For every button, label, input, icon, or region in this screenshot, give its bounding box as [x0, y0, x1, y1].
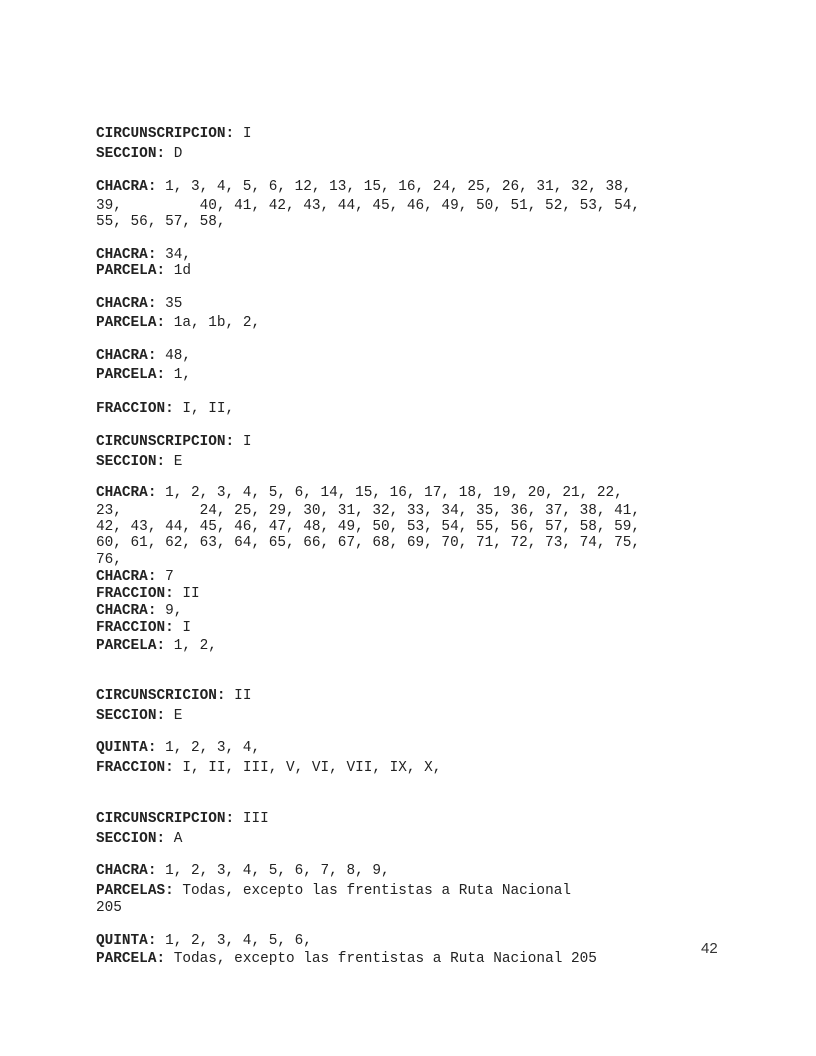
field-label: CHACRA: [96, 179, 157, 195]
field-value: 23, 24, 25, 29, 30, 31, 32, 33, 34, 35, 36, 37, 38, 41, [96, 503, 641, 519]
field-value: I [234, 126, 252, 142]
text-line [96, 552, 122, 569]
field-value: 1, 2, 3, 4, 5, 6, [156, 933, 312, 949]
field-label: FRACCION: [96, 760, 174, 776]
text-line [96, 367, 191, 384]
field-value: II [173, 586, 200, 602]
field-value: 34, [156, 247, 191, 263]
text-line [96, 503, 640, 520]
text-line [96, 434, 251, 451]
field-value: 1, 2, 3, 4, 5, 6, 7, 8, 9, [156, 863, 390, 879]
text-line [96, 401, 234, 418]
text-line [96, 454, 182, 471]
field-label: PARCELAS: [96, 883, 174, 899]
field-label: PARCELA: [96, 263, 166, 279]
text-line [96, 811, 269, 828]
field-label: CHACRA: [96, 569, 157, 585]
text-line [96, 214, 226, 231]
text-line [96, 179, 631, 196]
text-line [96, 569, 174, 586]
field-label: PARCELA: [96, 367, 166, 383]
field-value: 9, [156, 603, 183, 619]
text-line [96, 296, 182, 313]
field-label: FRACCION: [96, 586, 174, 602]
text-line [96, 740, 260, 757]
field-label: CHACRA: [96, 247, 157, 263]
text-line [96, 247, 191, 264]
field-label: PARCELA: [96, 315, 166, 331]
text-line [96, 198, 640, 215]
field-value: 1d [165, 263, 192, 279]
field-value: 1, 2, 3, 4, 5, 6, 14, 15, 16, 17, 18, 19, 20, 21, 22, [156, 485, 623, 501]
field-value: 1, 3, 4, 5, 6, 12, 13, 15, 16, 24, 25, 26, 31, 32, 38, [156, 179, 632, 195]
text-line [96, 146, 182, 163]
field-value: 1, 2, 3, 4, [156, 740, 261, 756]
text-line [96, 485, 623, 502]
field-label: SECCION: [96, 831, 166, 847]
field-value: 7 [156, 569, 174, 585]
field-value: 60, 61, 62, 63, 64, 65, 66, 67, 68, 69, 70, 71, 72, 73, 74, 75, [96, 535, 641, 551]
field-value: 76, [96, 552, 122, 568]
text-line [96, 831, 182, 848]
field-label: CHACRA: [96, 485, 157, 501]
field-label: QUINTA: [96, 740, 157, 756]
field-value: E [165, 708, 183, 724]
text-line [96, 760, 441, 777]
field-value: 1, [165, 367, 192, 383]
text-line [96, 708, 182, 725]
field-label: SECCION: [96, 454, 166, 470]
text-line [96, 519, 640, 536]
text-line [96, 620, 191, 637]
field-value: Todas, excepto las frentistas a Ruta Nacional 205 [165, 951, 597, 967]
text-line [96, 586, 200, 603]
field-label: CHACRA: [96, 603, 157, 619]
field-value: 39, 40, 41, 42, 43, 44, 45, 46, 49, 50, 51, 52, 53, 54, [96, 198, 641, 214]
field-value: III [234, 811, 269, 827]
field-label: PARCELA: [96, 951, 166, 967]
page-number: 42 [701, 940, 718, 957]
field-value: I [173, 620, 192, 636]
field-label: CIRCUNSCRIPCION: [96, 126, 235, 142]
field-label: CHACRA: [96, 296, 157, 312]
text-line [96, 688, 251, 705]
text-line [96, 863, 390, 880]
field-label: SECCION: [96, 708, 166, 724]
field-label: SECCION: [96, 146, 166, 162]
field-value: 1a, 1b, 2, [165, 315, 261, 331]
field-label: PARCELA: [96, 638, 166, 654]
field-label: CHACRA: [96, 348, 157, 364]
field-label: CHACRA: [96, 863, 157, 879]
field-value: 1, 2, [165, 638, 217, 654]
field-label: FRACCION: [96, 620, 174, 636]
text-line [96, 315, 260, 332]
text-line [96, 883, 571, 900]
text-line [96, 638, 217, 655]
field-label: QUINTA: [96, 933, 157, 949]
text-line [96, 263, 191, 280]
text-line [96, 126, 251, 143]
field-value: 205 [96, 900, 122, 916]
field-value: 48, [156, 348, 191, 364]
field-value: E [165, 454, 183, 470]
text-line [96, 603, 182, 620]
field-label: FRACCION: [96, 401, 174, 417]
field-value: 55, 56, 57, 58, [96, 214, 226, 230]
field-value: 42, 43, 44, 45, 46, 47, 48, 49, 50, 53, 54, 55, 56, 57, 58, 59, [96, 519, 641, 535]
text-line [96, 535, 640, 552]
text-line [96, 933, 312, 950]
field-value: D [165, 146, 183, 162]
field-value: Todas, excepto las frentistas a Ruta Nacional [173, 883, 571, 899]
text-line [96, 951, 597, 968]
field-value: 35 [156, 296, 183, 312]
field-value: II [225, 688, 252, 704]
field-label: CIRCUNSCRIPCION: [96, 811, 235, 827]
field-value: A [165, 831, 183, 847]
field-label: CIRCUNSCRIPCION: [96, 434, 235, 450]
field-value: I, II, [173, 401, 235, 417]
field-value: I [234, 434, 252, 450]
field-value: I, II, III, V, VI, VII, IX, X, [173, 760, 442, 776]
field-label: CIRCUNSCRICION: [96, 688, 226, 704]
text-line [96, 900, 122, 917]
text-line [96, 348, 191, 365]
